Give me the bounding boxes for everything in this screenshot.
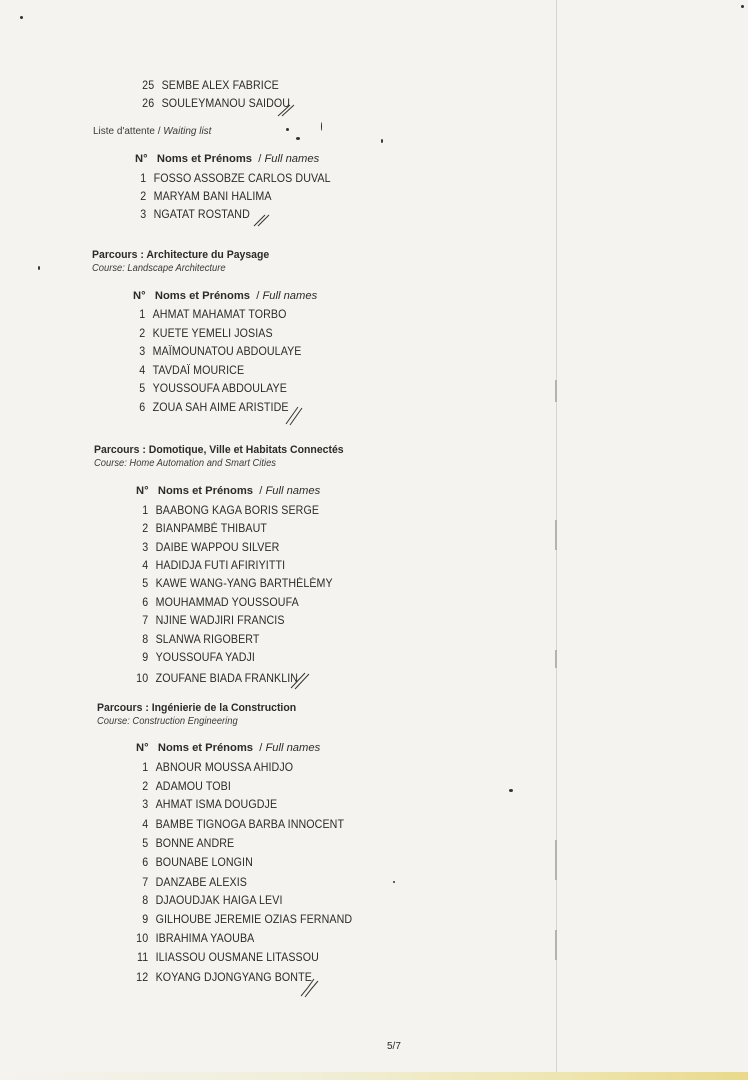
item-name: MOUHAMMAD YOUSSOUFA xyxy=(155,596,299,609)
header-number: N° xyxy=(136,742,149,754)
fold-mark xyxy=(555,380,557,402)
header-number: N° xyxy=(135,153,148,165)
item-name: BIANPAMBÉ THIBAUT xyxy=(155,522,268,535)
item-number: 1 xyxy=(139,308,146,321)
item-number: 6 xyxy=(142,596,149,609)
item-name: ZOUA SAH AIME ARISTIDE xyxy=(152,401,289,414)
item-number: 6 xyxy=(142,856,149,869)
item-number: 25 xyxy=(142,79,155,92)
item-name: DAIBE WAPPOU SILVER xyxy=(155,541,280,554)
item-number: 1 xyxy=(140,172,147,185)
item-name: YOUSSOUFA ABDOULAYE xyxy=(152,382,287,395)
item-name: BAMBE TIGNOGA BARBA INNOCENT xyxy=(155,818,345,831)
item-name: YOUSSOUFA YADJI xyxy=(155,651,255,664)
item-name: BAABONG KAGA BORIS SERGE xyxy=(155,504,320,517)
item-number: 7 xyxy=(142,876,149,889)
item-name: AHMAT MAHAMAT TORBO xyxy=(152,308,287,321)
table-header: N° Noms et Prénoms / Full names xyxy=(136,485,321,497)
section-subtitle: Course: Home Automation and Smart Cities xyxy=(94,458,276,469)
item-name: MARYAM BANI HALIMA xyxy=(153,190,272,203)
item-number: 1 xyxy=(142,761,149,774)
item-name: DANZABE ALEXIS xyxy=(155,876,247,889)
item-name: ZOUFANE BIADA FRANKLIN xyxy=(155,672,299,685)
item-number: 2 xyxy=(142,780,149,793)
item-name: BONNE ANDRE xyxy=(155,837,235,850)
item-name: FOSSO ASSOBZE CARLOS DUVAL xyxy=(153,172,331,185)
item-number: 8 xyxy=(142,894,149,907)
header-names-en: Full names xyxy=(265,485,321,497)
item-name: MAÏMOUNATOU ABDOULAYE xyxy=(152,345,302,358)
handwritten-slash-mark xyxy=(283,404,303,426)
item-name: IBRAHIMA YAOUBA xyxy=(155,932,255,945)
item-name: DJAOUDJAK HAIGA LEVI xyxy=(155,894,283,907)
item-number: 1 xyxy=(142,504,149,517)
fold-mark xyxy=(555,650,557,668)
item-number: 5 xyxy=(139,382,146,395)
item-name: SEMBE ALEX FABRICE xyxy=(161,79,279,92)
header-names-en: Full names xyxy=(265,742,321,754)
table-header: N° Noms et Prénoms / Full names xyxy=(135,153,320,165)
item-number: 3 xyxy=(142,798,149,811)
fold-mark xyxy=(555,840,557,880)
fold-mark xyxy=(555,520,557,550)
handwritten-slash-mark xyxy=(276,103,298,117)
item-number: 10 xyxy=(136,672,149,685)
item-number: 9 xyxy=(142,651,149,664)
header-number: N° xyxy=(133,290,146,302)
section-title: Parcours : Domotique, Ville et Habitats Connectés xyxy=(94,444,344,456)
handwritten-slash-mark xyxy=(298,976,320,998)
page-bottom-edge xyxy=(0,1072,748,1080)
waiting-list-label-fr: Liste d'attente xyxy=(93,126,155,137)
item-number: 5 xyxy=(142,577,149,590)
fold-mark xyxy=(555,930,557,960)
item-name: ILIASSOU OUSMANE LITASSOU xyxy=(155,951,319,964)
item-name: ABNOUR MOUSSA AHIDJO xyxy=(155,761,294,774)
item-name: KAWE WANG-YANG BARTHÉLÉMY xyxy=(155,577,333,590)
header-names-fr: Noms et Prénoms xyxy=(156,153,253,165)
header-names-fr: Noms et Prénoms xyxy=(154,290,251,302)
item-number: 7 xyxy=(142,614,149,627)
waiting-list-label-en: Waiting list xyxy=(163,126,212,137)
item-number: 11 xyxy=(136,951,149,964)
item-name: SOULEYMANOU SAIDOU xyxy=(161,97,291,110)
section-title: Parcours : Architecture du Paysage xyxy=(92,249,270,261)
item-name: SLANWA RIGOBERT xyxy=(155,633,260,646)
item-number: 2 xyxy=(140,190,147,203)
item-number: 10 xyxy=(136,932,149,945)
item-number: 4 xyxy=(142,559,149,572)
speck xyxy=(509,789,513,792)
item-name: NJINE WADJIRI FRANCIS xyxy=(155,614,285,627)
speck xyxy=(321,122,322,131)
speck xyxy=(393,881,395,883)
section-subtitle: Course: Construction Engineering xyxy=(97,716,238,727)
item-name: KOYANG DJONGYANG BONTE xyxy=(155,971,312,984)
item-name: AHMAT ISMA DOUGDJE xyxy=(155,798,278,811)
item-number: 3 xyxy=(140,208,147,221)
item-name: HADIDJA FUTI AFIRIYITTI xyxy=(155,559,286,572)
item-number: 4 xyxy=(139,364,146,377)
item-number: 8 xyxy=(142,633,149,646)
item-number: 3 xyxy=(142,541,149,554)
handwritten-slash-mark xyxy=(288,670,312,690)
speck xyxy=(381,139,383,143)
item-number: 26 xyxy=(142,97,155,110)
item-name: ADAMOU TOBI xyxy=(155,780,231,793)
item-name: TAVDAÏ MOURICE xyxy=(152,364,245,377)
section-subtitle: Course: Landscape Architecture xyxy=(92,263,226,274)
header-names-fr: Noms et Prénoms xyxy=(157,742,254,754)
table-header: N° Noms et Prénoms / Full names xyxy=(133,290,318,302)
speck xyxy=(38,266,40,270)
item-number: 9 xyxy=(142,913,149,926)
item-name: NGATAT ROSTAND xyxy=(153,208,250,221)
header-names-fr: Noms et Prénoms xyxy=(157,485,254,497)
handwritten-slash-mark xyxy=(252,213,274,227)
speck xyxy=(286,128,289,131)
item-number: 2 xyxy=(142,522,149,535)
page-number: 5/7 xyxy=(387,1041,401,1052)
item-number: 5 xyxy=(142,837,149,850)
speck xyxy=(296,137,300,140)
item-number: 2 xyxy=(139,327,146,340)
item-name: BOUNABE LONGIN xyxy=(155,856,253,869)
item-number: 4 xyxy=(142,818,149,831)
header-names-en: Full names xyxy=(264,153,320,165)
item-name: GILHOUBE JEREMIE OZIAS FERNAND xyxy=(155,913,353,926)
item-number: 12 xyxy=(136,971,149,984)
item-name: KUETE YEMELI JOSIAS xyxy=(152,327,273,340)
speck xyxy=(741,5,744,8)
speck xyxy=(20,16,23,19)
item-number: 6 xyxy=(139,401,146,414)
item-number: 3 xyxy=(139,345,146,358)
section-title: Parcours : Ingénierie de la Construction xyxy=(97,702,297,714)
waiting-list-label: Liste d'attente / Waiting list xyxy=(93,126,212,137)
header-number: N° xyxy=(136,485,149,497)
table-header: N° Noms et Prénoms / Full names xyxy=(136,742,321,754)
header-names-en: Full names xyxy=(262,290,318,302)
